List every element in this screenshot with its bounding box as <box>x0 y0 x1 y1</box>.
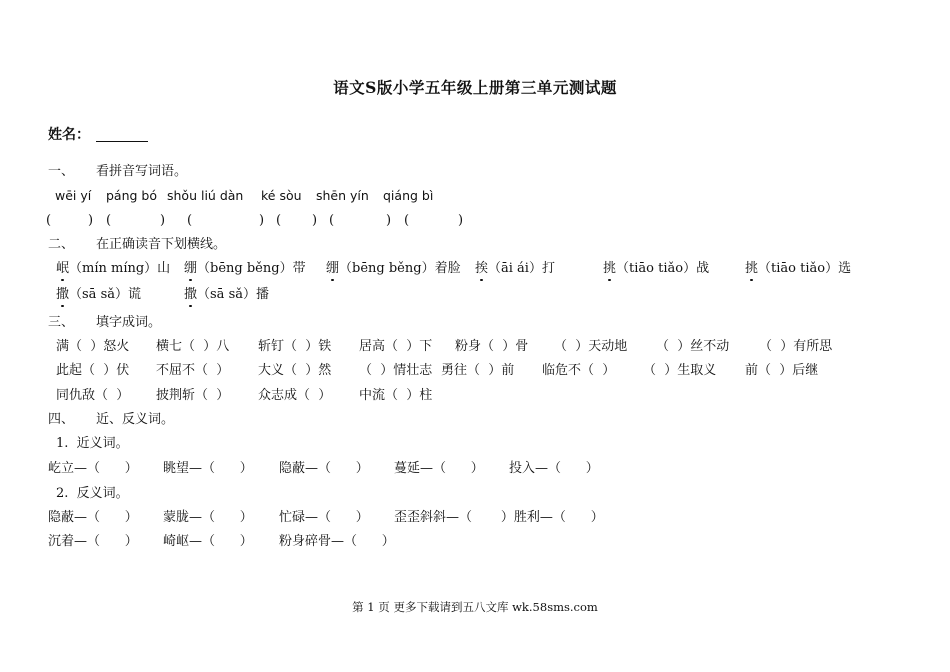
blank-paren: ( <box>187 213 193 228</box>
fill-item: （ ）情壮志 <box>359 363 433 378</box>
reading-item <box>603 262 709 275</box>
blank-paren: ( <box>46 213 52 228</box>
reading-item-text: （tiāo tiǎo）选 <box>758 261 852 276</box>
fill-item: 众志成（ ） <box>258 388 332 403</box>
pinyin-item: shēn yín <box>316 188 369 203</box>
reading-item-text: （bēng běng）着脸 <box>339 261 461 276</box>
pinyin-item: shǒu liú dàn <box>167 188 244 203</box>
section3-heading: 填字成词。 <box>96 315 162 330</box>
antonym-item: 歪歪斜斜—（ ）胜利—（ ） <box>394 510 604 525</box>
dotted-char: 挨 <box>475 261 489 276</box>
dotted-char: 绷 <box>184 261 198 276</box>
reading-item <box>56 262 170 275</box>
antonym-item: 沉着—（ ） <box>48 534 138 549</box>
name-blank-line <box>96 141 148 142</box>
fill-item: 粉身（ ）骨 <box>455 339 529 354</box>
synonym-item: 投入—（ ） <box>509 461 599 476</box>
reading-item <box>745 262 851 275</box>
blank-paren: ) <box>312 213 318 228</box>
blank-paren: ) <box>259 213 265 228</box>
section2-heading: 在正确读音下划横线。 <box>96 237 227 252</box>
pinyin-item: wēi yí <box>55 188 92 203</box>
blank-paren: ) <box>458 213 464 228</box>
synonym-item: 屹立—（ ） <box>48 461 138 476</box>
fill-item: （ ）生取义 <box>643 363 717 378</box>
dotted-char: 挑 <box>745 261 759 276</box>
reading-item-text: （bēng běng）带 <box>197 261 306 276</box>
fill-item: 居高（ ）下 <box>359 339 433 354</box>
fill-item: 前（ ）后继 <box>745 363 819 378</box>
blank-paren: ( <box>106 213 112 228</box>
fill-item: 不屈不（ ） <box>156 363 230 378</box>
dotted-char: 挑 <box>603 261 617 276</box>
fill-item: 中流（ ）柱 <box>359 388 433 403</box>
fill-item: 满（ ）怒火 <box>56 339 130 354</box>
fill-item: 临危不（ ） <box>542 363 616 378</box>
antonym-subheading: 2. 反义词。 <box>56 486 129 501</box>
synonym-item: 隐蔽—（ ） <box>279 461 369 476</box>
antonym-item: 崎岖—（ ） <box>163 534 253 549</box>
reading-item <box>326 262 461 275</box>
antonym-item: 忙碌—（ ） <box>279 510 369 525</box>
reading-item-text: （āi ái）打 <box>488 261 555 276</box>
reading-item <box>56 288 141 301</box>
fill-item: 同仇敌（ ） <box>56 388 130 403</box>
fill-item: 斩钉（ ）铁 <box>258 339 332 354</box>
page-title: 语文S版小学五年级上册第三单元测试题 <box>333 78 617 97</box>
blank-paren: ( <box>329 213 335 228</box>
section4-number: 四、 <box>48 412 75 427</box>
blank-paren: ) <box>386 213 392 228</box>
blank-paren: ( <box>404 213 410 228</box>
synonym-item: 眺望—（ ） <box>163 461 253 476</box>
dotted-char: 撒 <box>184 287 198 302</box>
fill-item: （ ）天动地 <box>554 339 628 354</box>
pinyin-item: páng bó <box>106 188 158 203</box>
fill-item: 勇往（ ）前 <box>441 363 515 378</box>
reading-item <box>184 288 269 301</box>
dotted-char: 绷 <box>326 261 340 276</box>
synonym-item: 蔓延—（ ） <box>394 461 484 476</box>
section3-number: 三、 <box>48 315 75 330</box>
reading-item-text: （tiāo tiǎo）战 <box>616 261 710 276</box>
synonym-subheading: 1. 近义词。 <box>56 436 129 451</box>
fill-item: 此起（ ）伏 <box>56 363 130 378</box>
fill-item: （ ）有所思 <box>759 339 833 354</box>
antonym-item: 蒙胧—（ ） <box>163 510 253 525</box>
fill-item: 横七（ ）八 <box>156 339 230 354</box>
reading-item <box>475 262 555 275</box>
blank-paren: ( <box>276 213 282 228</box>
section2-number: 二、 <box>48 237 75 252</box>
blank-paren: ) <box>88 213 94 228</box>
blank-paren: ) <box>160 213 166 228</box>
section4-heading: 近、反义词。 <box>96 412 175 427</box>
section1-heading: 看拼音写词语。 <box>96 164 188 179</box>
fill-item: 披荆斩（ ） <box>156 388 230 403</box>
fill-item: 大义（ ）然 <box>258 363 332 378</box>
pinyin-item: qiáng bì <box>383 188 434 203</box>
section1-number: 一、 <box>48 164 75 179</box>
reading-item-text: （sā sǎ）播 <box>197 287 269 302</box>
antonym-item: 隐蔽—（ ） <box>48 510 138 525</box>
fill-item: （ ）丝不动 <box>656 339 730 354</box>
reading-item <box>184 262 306 275</box>
dotted-char: 撒 <box>56 287 70 302</box>
reading-item-text: （sā sǎ）谎 <box>69 287 141 302</box>
pinyin-item: ké sòu <box>261 188 302 203</box>
dotted-char: 岷 <box>56 261 70 276</box>
name-label: 姓名： <box>48 127 90 143</box>
page-footer: 第 1 页 更多下载请到五八文库 wk.58sms.com <box>352 600 598 614</box>
antonym-item: 粉身碎骨—（ ） <box>279 534 395 549</box>
reading-item-text: （mín míng）山 <box>69 261 171 276</box>
